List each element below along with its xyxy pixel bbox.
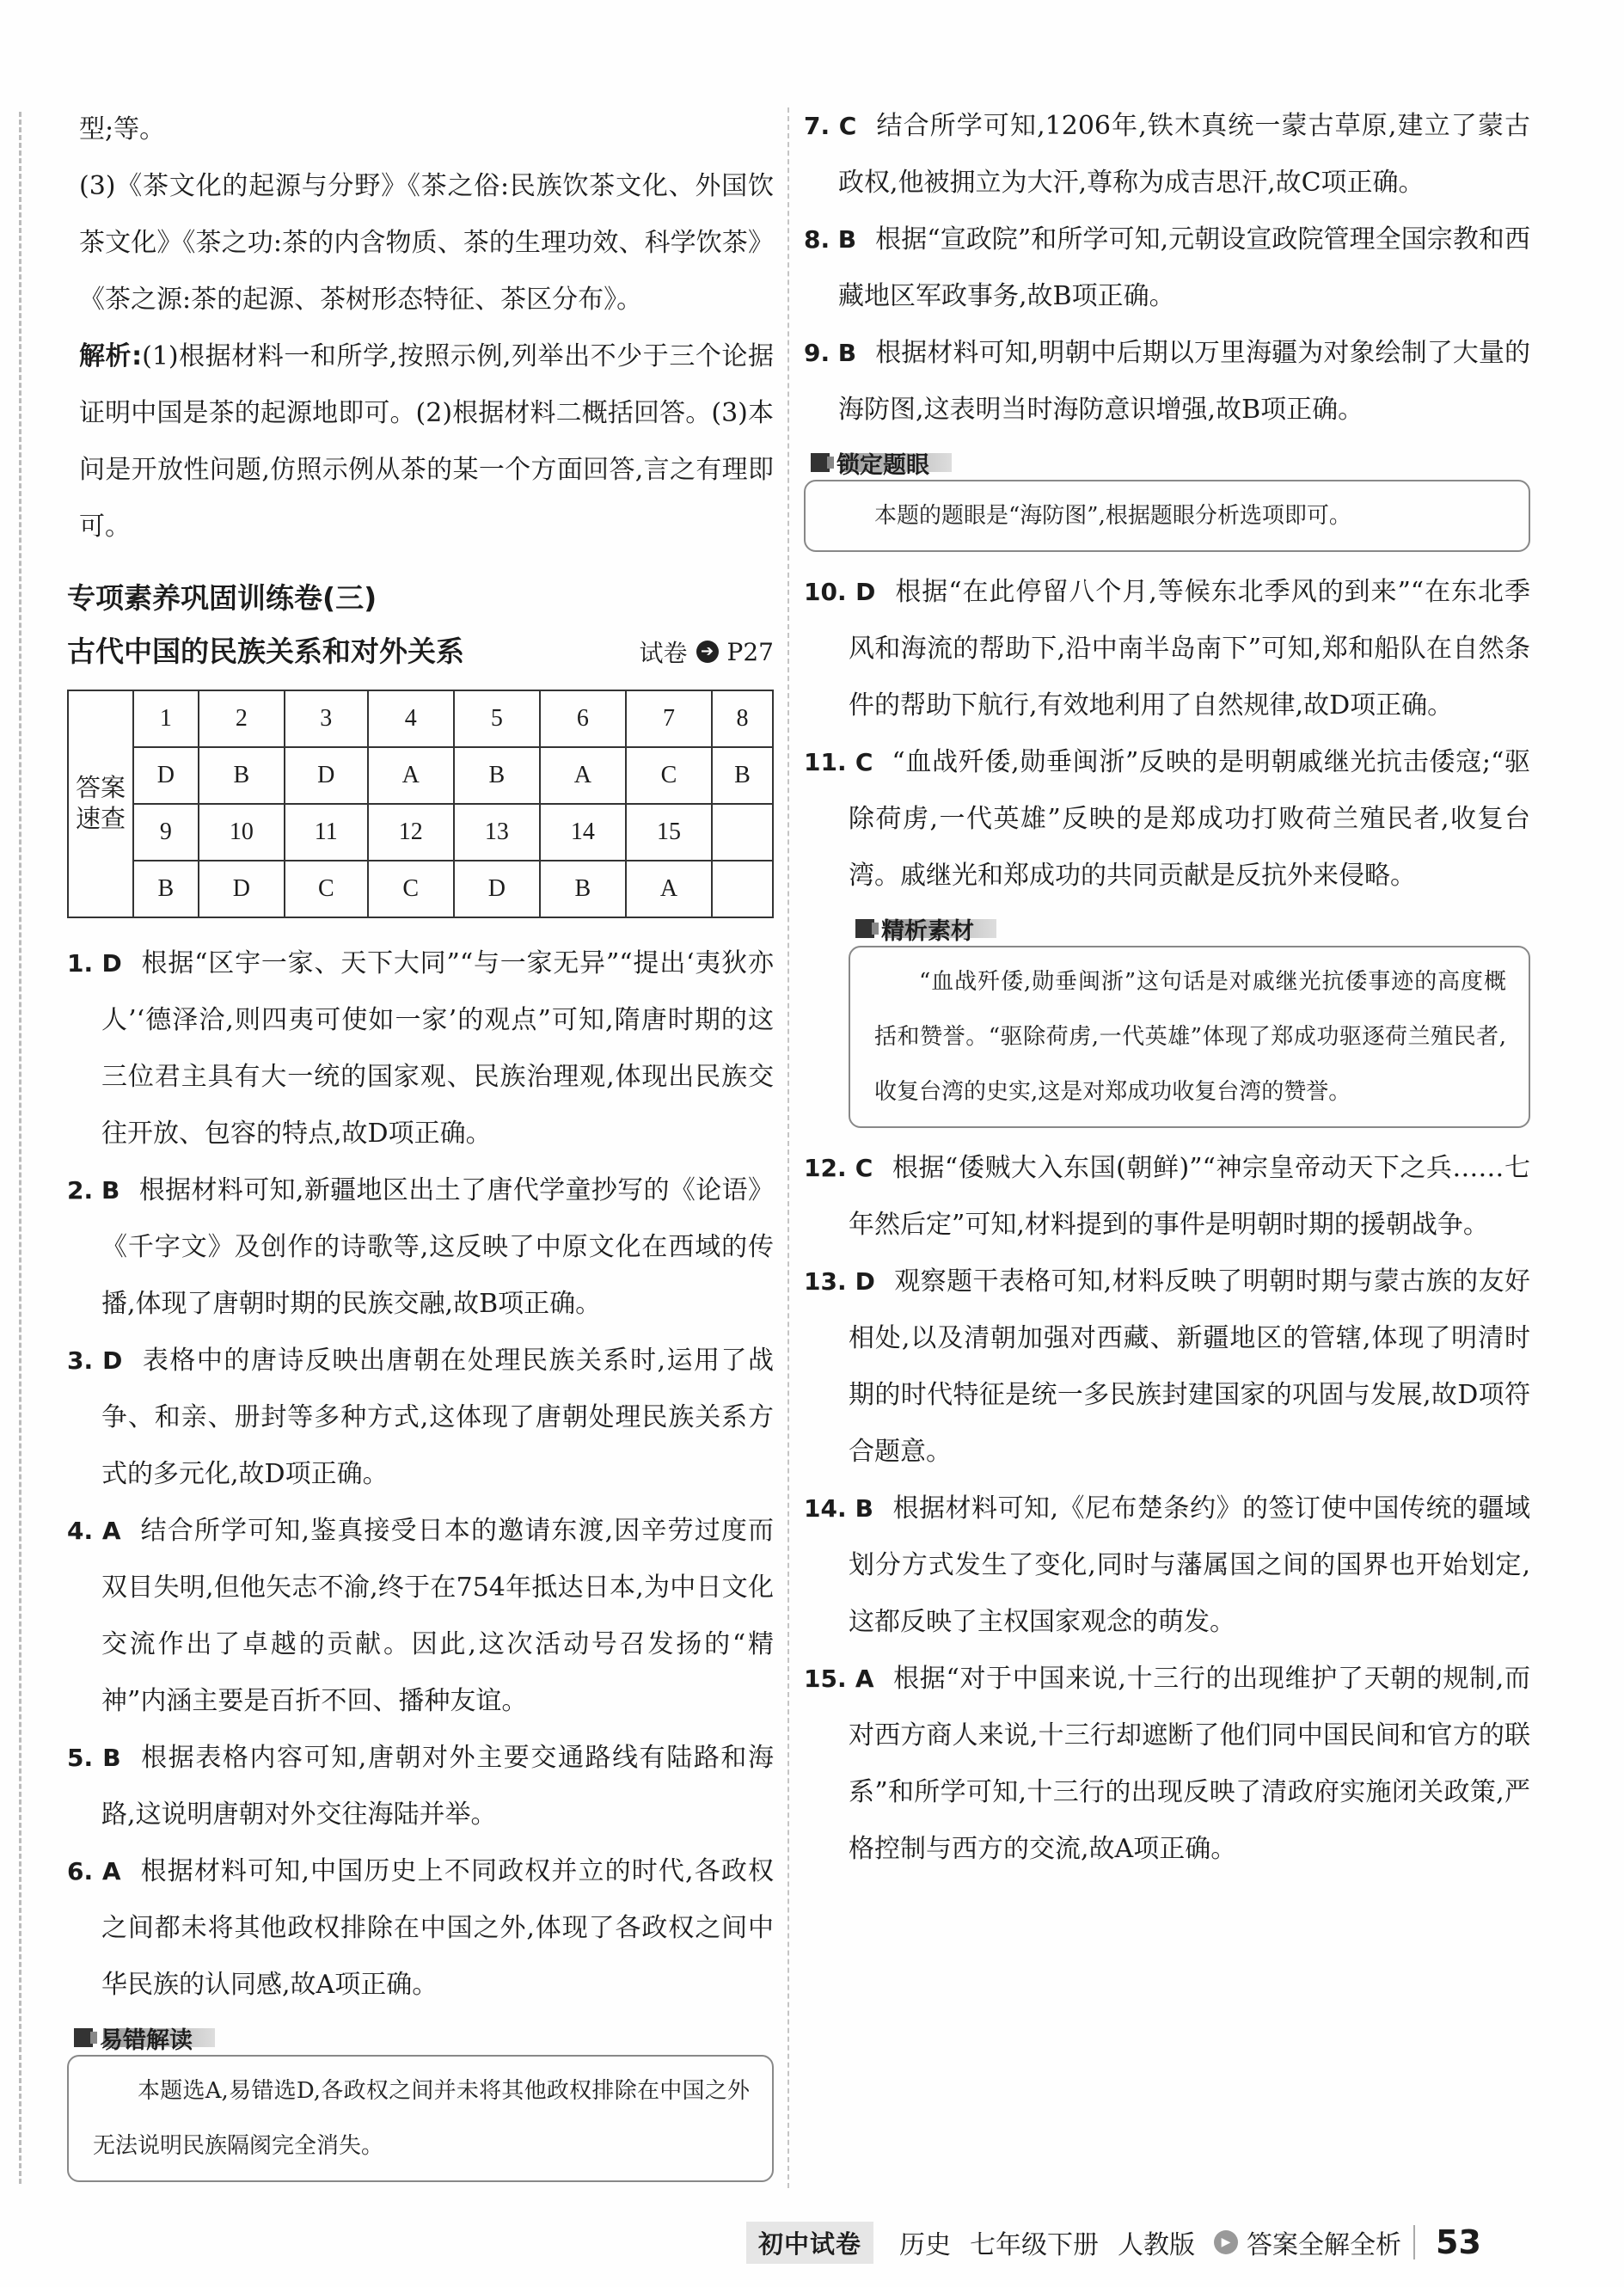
- item-text: 根据材料可知,中国历史上不同政权并立的时代,各政权之间都未将其他政权排除在中国之外,体现了各政权之间中华民族的认同感,故A项正确。: [101, 1856, 774, 2000]
- paper-reference: [640, 635, 774, 669]
- analysis-text: (1)根据材料一和所学,按照示例,列举出不少于三个论据证明中国是茶的起源地即可。(2)根据材料二概括回答。(3)本问是开放性问题,仿照示例从茶的某一个方面回答,言之有理即可。: [79, 341, 774, 542]
- item-answer: A: [101, 1517, 121, 1545]
- answer-item: [804, 98, 1530, 212]
- table-cell: 4: [368, 690, 454, 747]
- table-cell: 2: [199, 690, 285, 747]
- item-number: 8.: [804, 225, 830, 254]
- item-text: 根据“对于中国来说,十三行的出现维护了天朝的规制,而对西方商人来说,十三行却遮断了他们同中国民间和官方的联系”和所学可知,十三行的出现反映了清政府实施闭关政策,严格控制与西方的交流,故A项正确。: [849, 1664, 1530, 1864]
- table-cell: 8: [712, 690, 773, 747]
- item-text: “血战歼倭,勋垂闽浙”反映的是明朝戚继光抗击倭寇;“驱除荷虏,一代英雄”反映的是郑成功打败荷兰殖民者,收复台湾。戚继光和郑成功的共同贡献是反抗外来侵略。: [849, 747, 1530, 891]
- book-icon: [811, 453, 830, 472]
- item-text: 结合所学可知,鉴真接受日本的邀请东渡,因辛劳过度而双目失明,但他矢志不渝,终于在754年抵达日本,为中日文化交流作出了卓越的贡献。因此,这次活动号召发扬的“精神”内涵主要是百折不回、播种友谊。: [101, 1516, 774, 1716]
- item-text: 根据材料可知,《尼布楚条约》的签订使中国传统的疆域划分方式发生了变化,同时与藩属国之间的国界也开始划定,这都反映了主权国家观念的萌发。: [849, 1493, 1530, 1637]
- item-number: 6.: [67, 1857, 94, 1885]
- answer-item: [804, 1481, 1530, 1651]
- left-margin-dashes: [19, 112, 21, 2184]
- table-cell: B: [712, 747, 773, 804]
- tip-box-text: 本题选A,易错选D,各政权之间并未将其他政权排除在中国之外无法说明民族隔阂完全消失。: [67, 2055, 774, 2182]
- item-answer: C: [838, 112, 857, 140]
- answer-item: [804, 1140, 1530, 1254]
- item-number: 3.: [67, 1346, 94, 1375]
- table-cell: C: [285, 861, 368, 917]
- table-cell: 12: [368, 804, 454, 861]
- play-icon: ▶: [1214, 2230, 1238, 2254]
- item-text: 根据“倭贼大入东国(朝鲜)”“神宗皇帝动天下之兵……七年然后定”可知,材料提到的事件是明朝时期的援朝战争。: [849, 1153, 1530, 1240]
- right-column: [804, 101, 1530, 1878]
- footer-subject: 历史: [899, 2230, 952, 2260]
- item-answer: C: [855, 1154, 873, 1182]
- footer-answer-label: 答案全解全析: [1247, 2230, 1402, 2260]
- table-row: [68, 861, 773, 917]
- footer-edition: 人教版: [1118, 2230, 1196, 2260]
- answer-key-head: 答案速查: [68, 690, 133, 917]
- item-text: 根据表格内容可知,唐朝对外主要交通路线有陆路和海路,这说明唐朝对外交往海陆并举。: [101, 1743, 774, 1830]
- item-answer: A: [855, 1665, 874, 1693]
- subsection-title: 古代中国的民族关系和对外关系: [67, 635, 464, 668]
- tip-box-text: 本题的题眼是“海防图”,根据题眼分析选项即可。: [804, 480, 1530, 552]
- answer-item: [804, 734, 1530, 904]
- table-cell: 15: [626, 804, 712, 861]
- answer-item: [804, 1254, 1530, 1481]
- table-cell: A: [540, 747, 626, 804]
- item-text: 根据材料可知,新疆地区出土了唐代学童抄写的《论语》《千字文》及创作的诗歌等,这反映了中原文化在西域的传播,体现了唐朝时期的民族交融,故B项正确。: [101, 1175, 774, 1319]
- section-title: 专项素养巩固训练卷(三): [67, 581, 377, 615]
- table-row: [68, 804, 773, 861]
- table-cell: D: [454, 861, 540, 917]
- intro-line-1: 型;等。: [79, 114, 166, 144]
- item-number: 12.: [804, 1154, 847, 1182]
- table-row: [68, 747, 773, 804]
- tip-box-tag-label: 锁定题眼: [837, 451, 929, 479]
- item-answer: D: [855, 578, 876, 606]
- answer-item: [804, 212, 1530, 325]
- table-cell: 7: [626, 690, 712, 747]
- item-answer: A: [101, 1857, 121, 1885]
- table-cell: 11: [285, 804, 368, 861]
- analysis-paragraph: [67, 328, 774, 555]
- table-cell: C: [626, 747, 712, 804]
- item-number: 10.: [804, 578, 847, 606]
- table-cell: 6: [540, 690, 626, 747]
- answer-item: [67, 1843, 774, 2014]
- answer-item: [67, 935, 774, 1162]
- tip-box-material: [849, 911, 1530, 1128]
- tip-box-tag-label: 精析素材: [881, 917, 974, 945]
- tip-box-tag-label: 易错解读: [100, 2026, 193, 2054]
- table-row: [68, 690, 773, 747]
- answer-item: [67, 1730, 774, 1843]
- table-cell: B: [199, 747, 285, 804]
- item-text: 根据“宣政院”和所学可知,元朝设宣政院管理全国宗教和西藏地区军政事务,故B项正确。: [838, 224, 1530, 311]
- item-answer: C: [855, 748, 873, 776]
- table-cell: D: [199, 861, 285, 917]
- intro-line-2: (3)《茶文化的起源与分野》《茶之俗:民族饮茶文化、外国饮茶文化》《茶之功:茶的内含物质、茶的生理功效、科学饮茶》《茶之源:茶的起源、茶树形态特征、茶区分布》。: [79, 171, 774, 315]
- tip-box-tag: [67, 2020, 774, 2055]
- answer-key-table: [67, 690, 774, 918]
- footer-separator: [1413, 2225, 1415, 2259]
- table-cell: D: [285, 747, 368, 804]
- item-text: 观察题干表格可知,材料反映了明朝时期与蒙古族的友好相处,以及清朝加强对西藏、新疆地区的管辖,体现了明清时期的时代特征是统一多民族封建国家的巩固与发展,故D项符合题意。: [849, 1266, 1530, 1467]
- item-text: 根据材料可知,明朝中后期以万里海疆为对象绘制了大量的海防图,这表明当时海防意识增强,故B项正确。: [838, 338, 1530, 425]
- answer-item: [67, 1503, 774, 1730]
- subsection-header: [67, 626, 774, 678]
- item-text: 结合所学可知,1206年,铁木真统一蒙古草原,建立了蒙古政权,他被拥立为大汗,尊称为成吉思汗,故C项正确。: [838, 111, 1530, 198]
- item-number: 5.: [67, 1744, 94, 1772]
- tip-box-error-analysis: [67, 2020, 774, 2182]
- analysis-label: 解析:: [79, 341, 143, 371]
- item-text: 表格中的唐诗反映出唐朝在处理民族关系时,运用了战争、和亲、册封等多种方式,这体现了唐朝处理民族关系方式的多元化,故D项正确。: [101, 1346, 774, 1489]
- item-answer: D: [102, 1346, 123, 1375]
- book-icon: [74, 2028, 93, 2047]
- table-cell: 10: [199, 804, 285, 861]
- item-text: 根据“在此停留八个月,等候东北季风的到来”“在东北季风和海流的帮助下,沿中南半岛南下”可知,郑和船队在自然条件的帮助下航行,有效地利用了自然规律,故D项正确。: [849, 577, 1530, 720]
- answer-item: [67, 1333, 774, 1503]
- item-number: 11.: [804, 748, 847, 776]
- item-number: 14.: [804, 1494, 847, 1523]
- item-answer: B: [837, 225, 857, 254]
- page-footer: [746, 2216, 1481, 2268]
- answer-item: [67, 1162, 774, 1333]
- item-number: 7.: [804, 112, 830, 140]
- table-cell: 9: [133, 804, 199, 861]
- table-cell: A: [626, 861, 712, 917]
- table-cell: 13: [454, 804, 540, 861]
- column-divider: [787, 107, 789, 2188]
- answer-item: [804, 1651, 1530, 1878]
- footer-grade: 七年级下册: [970, 2230, 1100, 2260]
- table-cell: 1: [133, 690, 199, 747]
- item-text: 根据“区宇一家、天下大同”“与一家无异”“提出‘夷狄亦人’‘德泽洽,则四夷可使如一家’的观点”可知,隋唐时期的这三位君主具有大一统的国家观、民族治理观,体现出民族交往开放、包容的特点,故D项正确。: [101, 948, 774, 1149]
- footer-brand: 初中试卷: [746, 2222, 873, 2264]
- table-cell: A: [368, 747, 454, 804]
- item-answer: D: [855, 1267, 875, 1296]
- item-number: 2.: [67, 1176, 94, 1205]
- item-number: 4.: [67, 1517, 94, 1545]
- answer-item: [804, 564, 1530, 734]
- arrow-right-icon: ➔: [696, 641, 719, 663]
- table-cell: [712, 861, 773, 917]
- table-cell: 14: [540, 804, 626, 861]
- item-answer: B: [837, 339, 857, 367]
- table-cell: B: [454, 747, 540, 804]
- table-cell: D: [133, 747, 199, 804]
- answer-item: [804, 325, 1530, 438]
- item-answer: B: [102, 1744, 121, 1772]
- tip-box-key-point: [804, 445, 1530, 552]
- ref-page: P27: [726, 637, 774, 666]
- item-answer: D: [101, 949, 122, 978]
- table-cell: 5: [454, 690, 540, 747]
- ref-label: 试卷: [639, 639, 688, 667]
- left-column: [67, 101, 774, 2194]
- item-number: 1.: [67, 949, 94, 978]
- item-answer: B: [855, 1494, 873, 1523]
- table-cell: B: [540, 861, 626, 917]
- tip-box-tag: [804, 445, 1530, 480]
- item-number: 13.: [804, 1267, 847, 1296]
- table-cell: B: [133, 861, 199, 917]
- tip-box-text: “血战歼倭,勋垂闽浙”这句话是对戚继光抗倭事迹的高度概括和赞誉。“驱除荷虏,一代英雄”体现了郑成功驱逐荷兰殖民者,收复台湾的史实,这是对郑成功收复台湾的赞誉。: [849, 946, 1530, 1128]
- table-cell: 3: [285, 690, 368, 747]
- book-icon: [855, 919, 874, 938]
- table-cell: [712, 804, 773, 861]
- tip-box-tag: [849, 911, 1530, 946]
- item-number: 15.: [804, 1665, 847, 1693]
- item-number: 9.: [804, 339, 830, 367]
- table-cell: C: [368, 861, 454, 917]
- item-answer: B: [101, 1176, 120, 1205]
- page-number: 53: [1436, 2223, 1481, 2261]
